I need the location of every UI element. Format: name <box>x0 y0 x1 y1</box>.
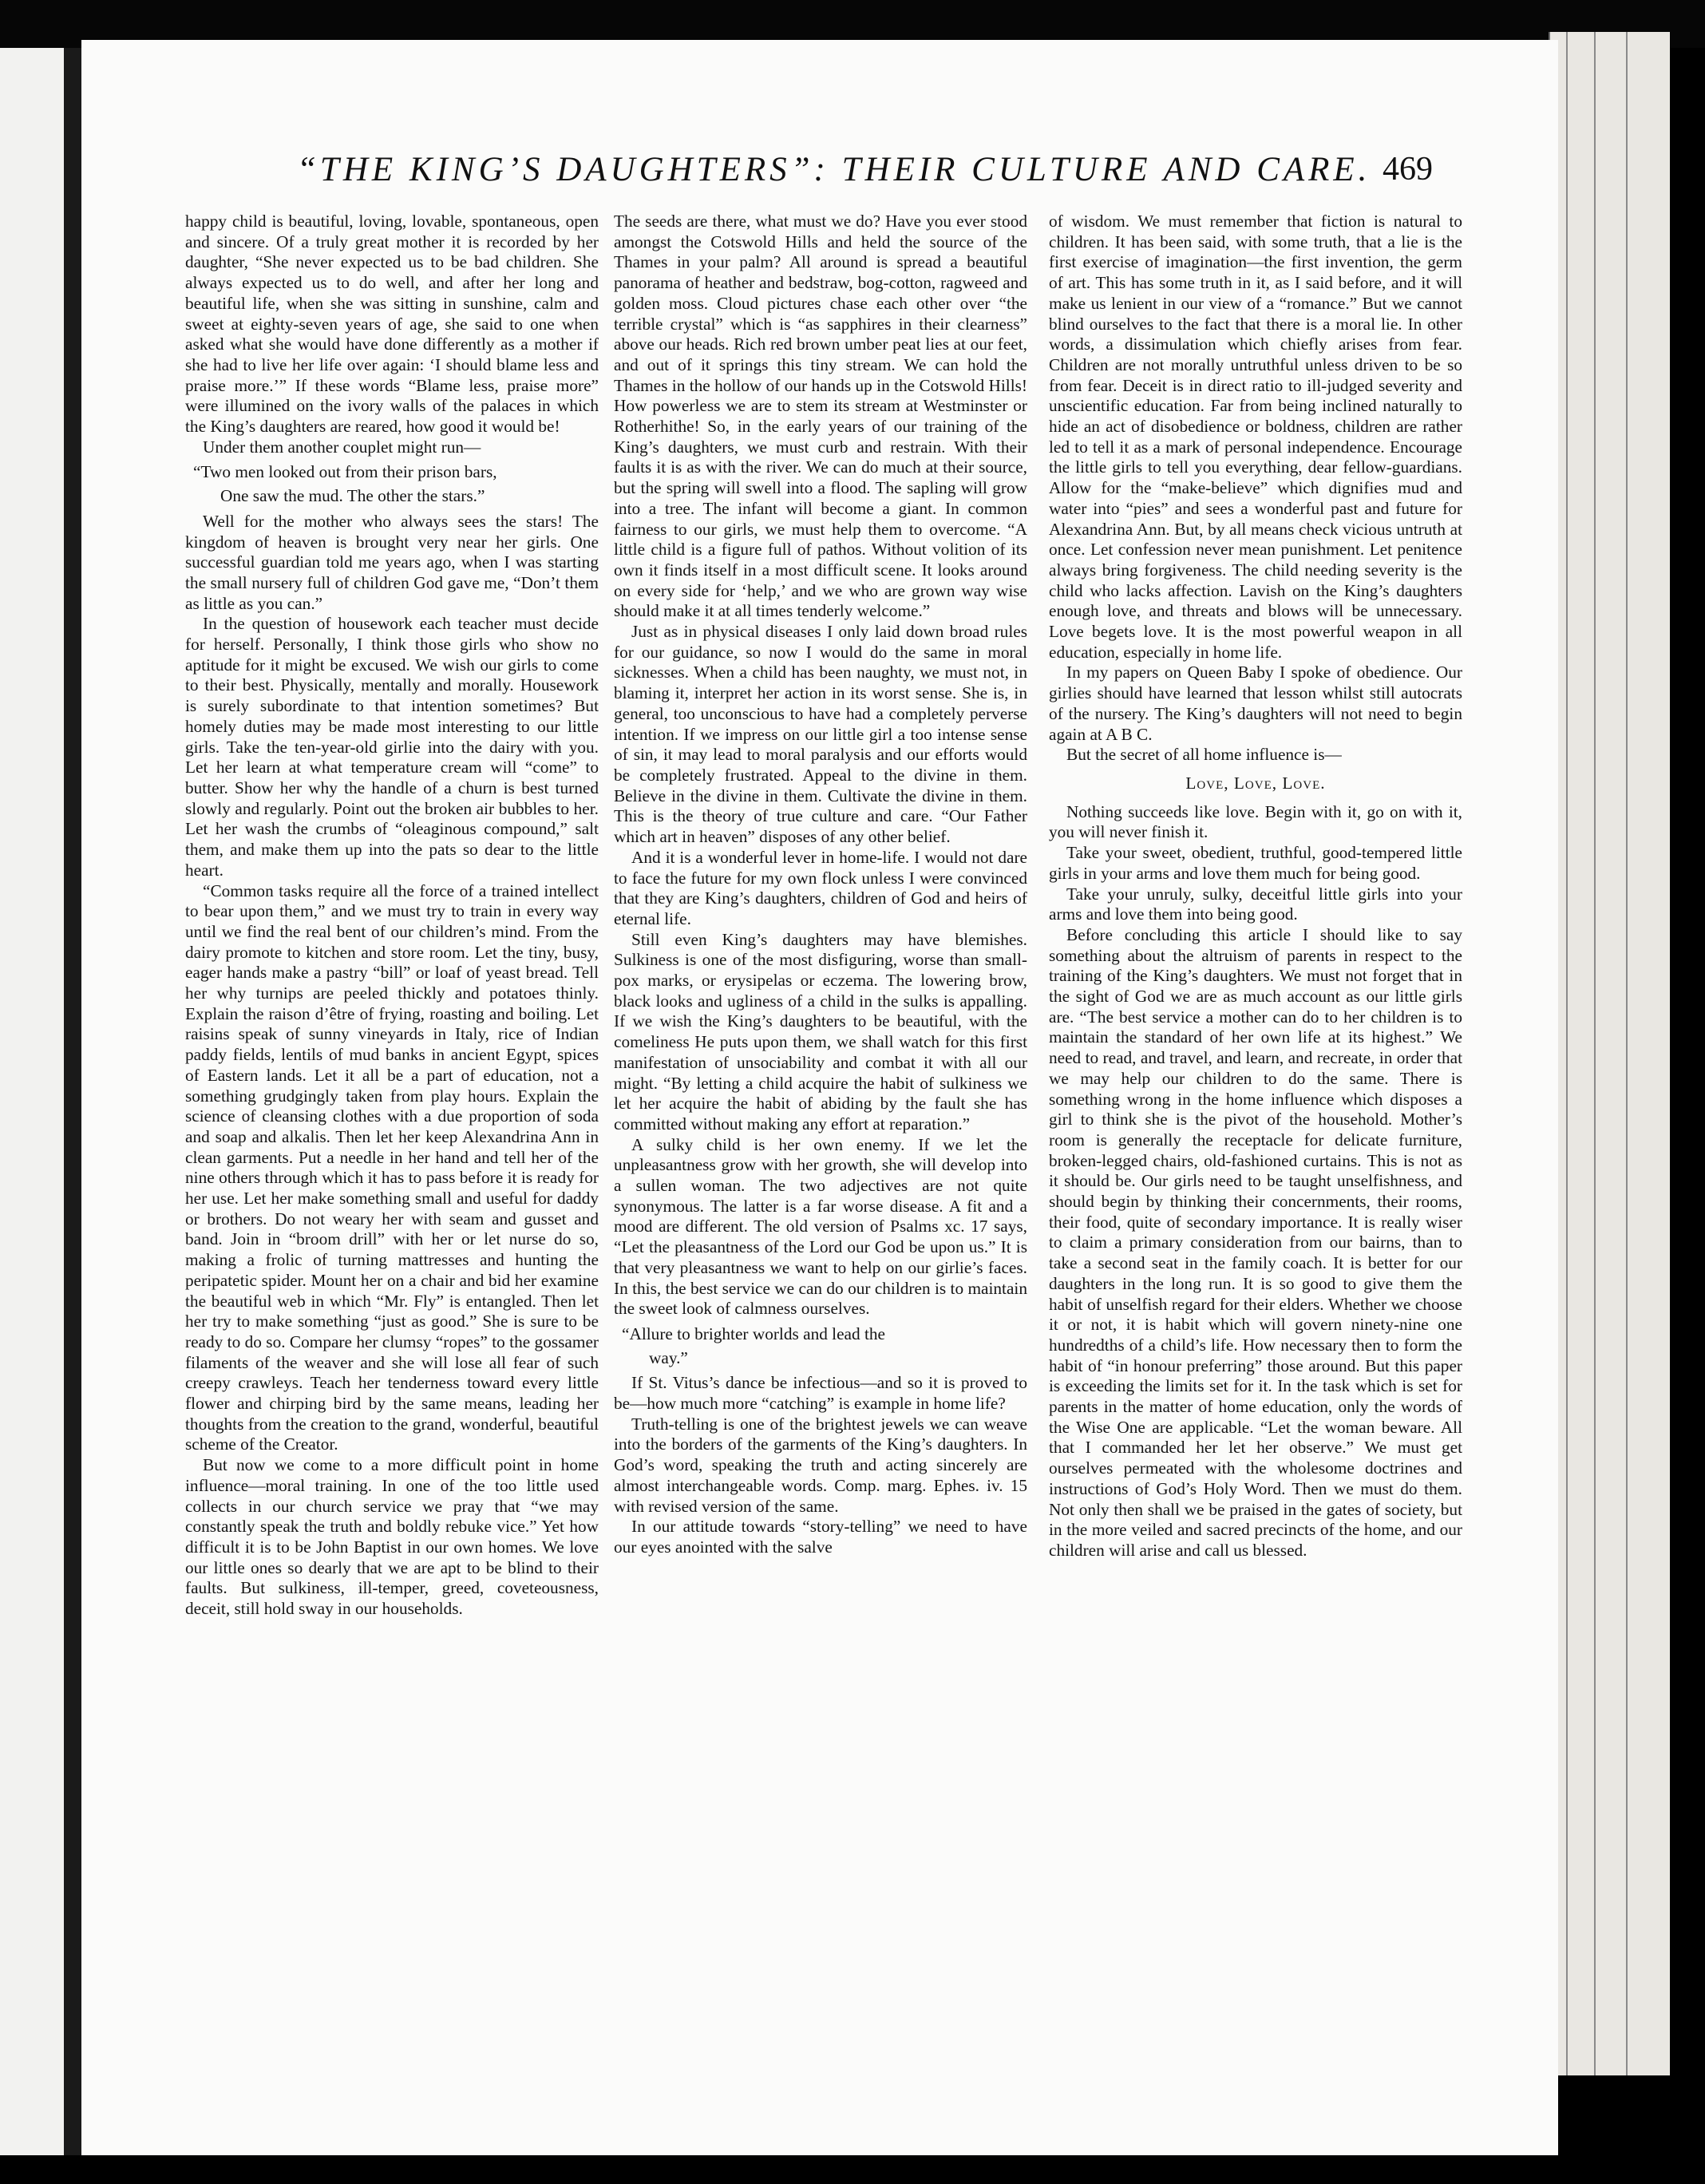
page-header <box>81 150 1558 198</box>
paragraph: way.” <box>649 1347 688 1367</box>
paragraph: “Common tasks require all the force of a trained intellect to bear upon them,” and we must try to train in every way until we find the real bent of our children’s mind. From the dairy promote to kitchen and store room. Let the tiny, busy, eager hands make a pastry “bill” or loaf of yeast bread. Tell her why turnips are peeled thickly and potatoes thinly. Explain the raison d’être of frying, roasting and boiling. Let raisins speak of sunny vineyards in Italy, rice of Indian paddy fields, lentils of mud banks in ancient Egypt, spices of Eastern lands. Let it all be a part of education, not a something grudgingly taken from play hours. Explain the science of cleansing clothes with a due proportion of soda and soap and alkalis. Then let her keep Alexandrina Ann in clean garments. Put a needle in her hand and tell her of the nine others through which it has to pass before it is ready for her use. Let her make something small and useful for daddy or brothers. Do not weary her with seam and gusset and band. Join in “broom drill” with her or let nurse do so, making a frolic of turning mattresses and hunting the peripatetic spider. Mount her on a chair and bid her examine the beautiful web in which “Mr. Fly” is entangled. Then let her try to make something “just as good.” She is sure to be ready to do so. Compare her clumsy “ropes” to the gossamer filaments of the weaver and she will lose all fear of such creepy crawleys. Teach her tenderness toward every little flower and chirping bird by the same means, leading her thoughts from the creation to the grand, wonderful, beautiful scheme of the Creator. <box>185 880 599 1454</box>
paragraph: The seeds are there, what must we do? Have you ever stood amongst the Cotswold Hills and held the source of the Thames in your palm? All around is spread a beautiful panorama of heather and bedstraw, bog-cotton, ragweed and golden moss. Cloud pictures chase each other over “the terrible crystal” which is “as sapphires in their clearness” above our heads. Rich red brown umber peat lies at our feet, and out of it springs this tiny stream. We can hold the Thames in the hollow of our hands up in the Cotswold Hills! How powerless we are to stem its stream at Westminster or Rotherhithe! So, in the early years of our training of the King’s daughters, we must curb and restrain. With their faults it is as with the river. We can do much at their source, but the spring will swell into a flood. The sapling will grow into a tree. The infant will become a giant. In common fairness to our girls, we must help them to overcome. “A little child is a figure full of pathos. Without volition of its own it finds itself in a most difficult scene. It looks around on every side for ‘help,’ and we who are grown way wise should make it at all times tenderly welcome.” <box>614 212 1027 621</box>
text-column-1 <box>185 212 599 2095</box>
paragraph: Nothing succeeds like love. Begin with it, go on with it, you will never finish it. <box>1049 801 1462 842</box>
paragraph: Take your sweet, obedient, truthful, good-tempered little girls in your arms and love them much for being good. <box>1049 843 1462 883</box>
paragraph: “Two men looked out from their prison bars, <box>193 462 497 482</box>
paragraph: Under them another couplet might run— <box>203 437 481 457</box>
paragraph: of wisdom. We must remember that fiction is natural to children. It has been said, with some truth, that a lie is the first exercise of imagination—the first invention, the germ of art. This has some truth in it, as I said before, and it will make us lenient in our view of a “romance.” But we cannot blind ourselves to the fact that there is a moral lie. In other words, a dissimulation which chiefly arises from fear. Children are not morally untruthful unless driven to be so from fear. Deceit is in direct ratio to ill-judged severity and unscientific education. Far from being inclined naturally to hide an act of disobedience or boldness, children are rather led to tell it as a mark of personal independence. Encourage the little girls to tell you everything, dear fellow-guardians. Allow for the “make-believe” which dignifies mud and water into “pies” and sees a wonderful past and future for Alexandrina Ann. But, by all means check vicious untruth at once. Let confession never mean punishment. Let penitence always bring forgiveness. The child needing severity is the child who lacks affection. Lavish on the King’s daughters enough love, and threats and blows will be unnecessary. Love begets love. It is the most powerful weapon in all education, especially in home life. <box>1049 212 1462 662</box>
paragraph: And it is a wonderful lever in home-life. I would not dare to face the future for my own flock unless I were convinced that they are King’s daughters, children of God and heirs of eternal life. <box>614 847 1027 928</box>
paragraph: One saw the mud. The other the stars.” <box>220 486 485 506</box>
paragraph: If St. Vitus’s dance be infectious—and so it is proved to be—how much more “catching” is example in home life? <box>614 1373 1027 1414</box>
paragraph: In the question of housework each teacher must decide for herself. Personally, I think those girls who show no aptitude for it might be excused. We wish our girls to come to their best. Physically, mentally and morally. Housework is surely subordinate to that intention sometimes? But homely duties may be made most interesting to our little girls. Take the ten-year-old girlie into the dairy with you. Let her learn at what temperature cream will “come” to butter. Show her why the handle of a churn is best turned slowly and regularly. Point out the broken air bubbles to her. Let her wash the crumbs of “oleaginous compound,” salt them, and make them up into the pats so dear to the little heart. <box>185 614 599 880</box>
paragraph: In my papers on Queen Baby I spoke of obedience. Our girlies should have learned that lesson whilst still autocrats of the nursery. The King’s daughters will not need to begin again at A B C. <box>1049 663 1462 744</box>
paragraph: Take your unruly, sulky, deceitful little girls into your arms and love them into being good. <box>1049 884 1462 924</box>
scan-bottom-edge <box>0 2155 1705 2184</box>
paragraph: Just as in physical diseases I only laid down broad rules for our guidance, so now I would do the same in moral sicknesses. When a child has been naughty, we must not, in blaming it, interpret her action in its worst sense. She is, in general, too unconscious to have had a completely perverse intention. If we impress on our little girl a too intense sense of sin, it may lead to moral paralysis and our efforts would be completely frustrated. Appeal to the divine in them. Believe in the divine in them. Cultivate the divine in them. This is the theory of true culture and care. “Our Father which art in heaven” disposes of any other belief. <box>614 622 1027 847</box>
paragraph: But the secret of all home influence is— <box>1066 745 1342 765</box>
magazine-page <box>81 40 1558 2163</box>
paragraph: happy child is beautiful, loving, lovable, spontaneous, open and sincere. Of a truly great mother it is recorded by her daughter, “She never expected us to be bad children. She always expected us to do well, and after her long and beautiful life, when she was sitting in sunshine, calm and sweet at eighty-seven years of age, she said to one when asked what she would have done differently as a mother if she had to live her life over again: ‘I should blame less and praise more.’” If these words “Blame less, praise more” were illumined on the ivory walls of the palaces in which the King’s daughters are reared, how good it would be! <box>185 212 599 437</box>
paragraph: Before concluding this article I should like to say something about the altruism of parents in respect to the training of the King’s daughters. We must not forget that in the sight of God we are as much account as our little girls are. “The best service a mother can do to her children is to maintain the standard of her own life at its highest.” We need to read, and travel, and learn, and recreate, in order that we may help our children to do the same. There is something wrong in the home influence which disposes a girl to think she is the pivot of the household. Mother’s room is generally the receptacle for delicate furniture, broken-legged chairs, old-fashioned curtains. This is not as it should be. Our girls need to be taught unselfishness, and should begin by thinking their concernments, their rooms, their food, quite of secondary importance. It is really wiser to claim a primary consideration from our bairns, than to take a second seat in the family coach. It is better for our daughters in the long run. It is so good to give them the habit of unselfish regard for their elders. Whether we choose it or not, it is habit which will govern ninety-nine one hundredths of a child’s life. How necessary then to form the habit of “in honour preferring” those around. But this paper is exceeding the limits set for it. In the task which is set for parents in the matter of home education, only the words of the Wise One are applicable. “Let the woman beware. All that I commanded her let her observe.” We must get ourselves permeated with the wholesome doctrines and instructions of God’s Holy Word. Then we must do them. Not only then shall we be praised in the gates of society, but in the more veiled and sacred precincts of the home, and our children will arise and call us blessed. <box>1049 924 1462 1560</box>
paragraph: Love, Love, Love. <box>1185 773 1326 793</box>
paragraph: But now we come to a more difficult point in home influence—moral training. In one of the too little used collects in our church service we pray that “we may constantly speak the truth and boldly rebuke vice.” Yet how difficult it is to be John Baptist in our own homes. We love our little ones so dearly that we are apt to be blind to their faults. But sulkiness, ill-temper, greed, coveteousness, deceit, still hold sway in our households. <box>185 1455 599 1619</box>
paragraph: Still even King’s daughters may have blemishes. Sulkiness is one of the most disfiguring, worse than small-pox marks, or erysipelas or eczema. The lowering brow, black looks and ugliness of a child in the sulks is appalling. If we wish the King’s daughters to be beautiful, with the comeliness He puts upon them, we shall watch for this first manifestation of unsociability and combat it with all our might. “By letting a child acquire the habit of sulkiness we let her acquire the habit of abiding by the fault she has committed without making any effort at reparation.” <box>614 929 1027 1134</box>
text-column-2 <box>614 212 1027 2095</box>
page-stack-edge <box>1549 32 1670 2075</box>
paragraph: Well for the mother who always sees the stars! The kingdom of heaven is brought very near her girls. One successful guardian told me years ago, when I was starting the small nursery full of children God gave me, “Don’t them as little as you can.” <box>185 511 599 613</box>
text-column-3 <box>1049 212 1462 2095</box>
paragraph: In our attitude towards “story-telling” we need to have our eyes anointed with the salve <box>614 1517 1027 1557</box>
paragraph: A sulky child is her own enemy. If we let the unpleasantness grow with her growth, she will develop into a sullen woman. The two adjectives are not quite synonymous. The latter is a far worse disease. A fit and a mood are different. The old version of Psalms xc. 17 says, “Let the pleasantness of the Lord our God be upon us.” It is that very pleasantness we want to help on our girlie’s faces. In this, the best service we can do our children is to maintain the sweet look of calmness ourselves. <box>614 1134 1027 1319</box>
facing-page-edge <box>0 48 64 2155</box>
paragraph: “Allure to brighter worlds and lead the <box>622 1323 885 1343</box>
paragraph: Truth-telling is one of the brightest jewels we can weave into the borders of the garments of the King’s daughters. In God’s word, speaking the truth and acting sincerely are almost interchangeable words. Comp. marg. Ephes. iv. 15 with revised version of the same. <box>614 1414 1027 1516</box>
running-title: “THE KING’S DAUGHTERS”: THEIR CULTURE AND CARE. <box>297 151 1371 188</box>
binding-gutter <box>64 48 81 2155</box>
page-number: 469 <box>1383 151 1433 188</box>
